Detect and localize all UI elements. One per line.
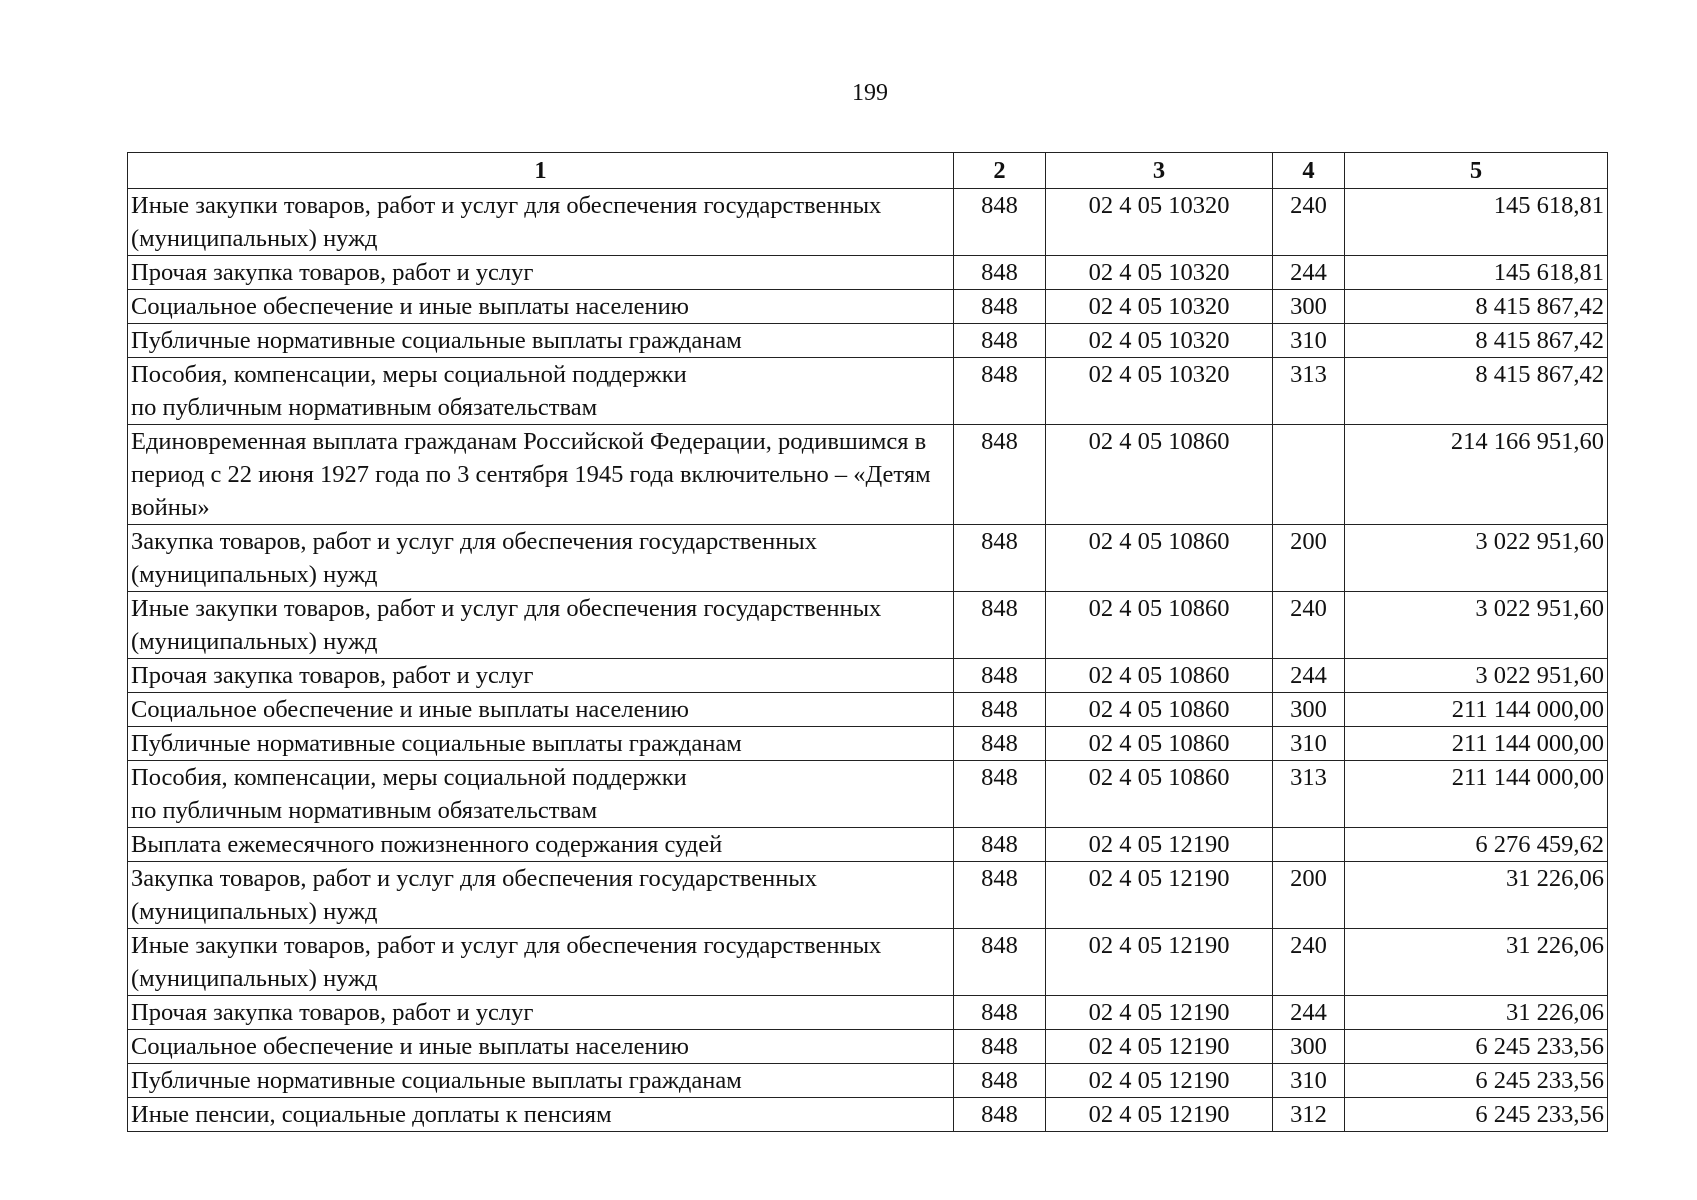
cell-amount: 3 022 951,60	[1345, 592, 1608, 659]
cell-amount: 6 276 459,62	[1345, 828, 1608, 862]
table-row	[128, 862, 1608, 929]
cell-name: Закупка товаров, работ и услуг для обеспечения государственных (муниципальных) нужд	[128, 862, 954, 929]
cell-ministry-code: 848	[954, 324, 1046, 358]
table-row	[128, 1064, 1608, 1098]
cell-amount: 6 245 233,56	[1345, 1064, 1608, 1098]
cell-name: Прочая закупка товаров, работ и услуг	[128, 996, 954, 1030]
cell-expense-code: 244	[1273, 256, 1345, 290]
cell-expense-code: 313	[1273, 358, 1345, 425]
table-row	[128, 996, 1608, 1030]
cell-name: Социальное обеспечение и иные выплаты населению	[128, 1030, 954, 1064]
column-header-1: 1	[128, 153, 954, 189]
cell-amount: 31 226,06	[1345, 862, 1608, 929]
cell-amount: 145 618,81	[1345, 189, 1608, 256]
cell-expense-code: 300	[1273, 290, 1345, 324]
table-row	[128, 189, 1608, 256]
cell-target-code: 02 4 05 12190	[1046, 996, 1273, 1030]
cell-expense-code: 310	[1273, 1064, 1345, 1098]
cell-amount: 31 226,06	[1345, 996, 1608, 1030]
cell-ministry-code: 848	[954, 862, 1046, 929]
cell-ministry-code: 848	[954, 1030, 1046, 1064]
cell-expense-code: 240	[1273, 929, 1345, 996]
cell-expense-code: 244	[1273, 659, 1345, 693]
cell-name: Выплата ежемесячного пожизненного содержания судей	[128, 828, 954, 862]
table-body	[128, 189, 1608, 1132]
cell-amount: 214 166 951,60	[1345, 425, 1608, 525]
cell-target-code: 02 4 05 12190	[1046, 1064, 1273, 1098]
cell-amount: 31 226,06	[1345, 929, 1608, 996]
cell-name: Пособия, компенсации, меры социальной поддержки по публичным нормативным обязательствам	[128, 761, 954, 828]
cell-name: Единовременная выплата гражданам Российской Федерации, родившимся в период с 22 июня 1927 года по 3 сентября 1945 года включительно – «Детям войны»	[128, 425, 954, 525]
cell-ministry-code: 848	[954, 425, 1046, 525]
cell-expense-code: 200	[1273, 525, 1345, 592]
table-row	[128, 761, 1608, 828]
cell-target-code: 02 4 05 10860	[1046, 425, 1273, 525]
cell-ministry-code: 848	[954, 828, 1046, 862]
cell-amount: 145 618,81	[1345, 256, 1608, 290]
cell-target-code: 02 4 05 10860	[1046, 659, 1273, 693]
cell-expense-code: 244	[1273, 996, 1345, 1030]
cell-name: Пособия, компенсации, меры социальной поддержки по публичным нормативным обязательствам	[128, 358, 954, 425]
cell-amount: 211 144 000,00	[1345, 727, 1608, 761]
table-row	[128, 693, 1608, 727]
cell-amount: 8 415 867,42	[1345, 358, 1608, 425]
table-row	[128, 592, 1608, 659]
cell-expense-code: 313	[1273, 761, 1345, 828]
cell-target-code: 02 4 05 10320	[1046, 189, 1273, 256]
cell-expense-code: 300	[1273, 1030, 1345, 1064]
cell-expense-code: 200	[1273, 862, 1345, 929]
cell-expense-code	[1273, 828, 1345, 862]
cell-expense-code	[1273, 425, 1345, 525]
cell-amount: 3 022 951,60	[1345, 525, 1608, 592]
cell-name: Иные закупки товаров, работ и услуг для обеспечения государственных (муниципальных) нужд	[128, 592, 954, 659]
cell-ministry-code: 848	[954, 290, 1046, 324]
column-header-5: 5	[1345, 153, 1608, 189]
table-row	[128, 929, 1608, 996]
cell-target-code: 02 4 05 10860	[1046, 693, 1273, 727]
budget-table	[127, 152, 1608, 1132]
cell-target-code: 02 4 05 10860	[1046, 761, 1273, 828]
cell-name: Прочая закупка товаров, работ и услуг	[128, 659, 954, 693]
cell-expense-code: 310	[1273, 324, 1345, 358]
cell-amount: 6 245 233,56	[1345, 1030, 1608, 1064]
cell-target-code: 02 4 05 10860	[1046, 592, 1273, 659]
page-number: 199	[852, 80, 888, 106]
cell-name: Иные закупки товаров, работ и услуг для обеспечения государственных (муниципальных) нужд	[128, 189, 954, 256]
cell-ministry-code: 848	[954, 996, 1046, 1030]
column-header-2: 2	[954, 153, 1046, 189]
cell-target-code: 02 4 05 10320	[1046, 256, 1273, 290]
cell-expense-code: 310	[1273, 727, 1345, 761]
column-header-3: 3	[1046, 153, 1273, 189]
cell-target-code: 02 4 05 10320	[1046, 358, 1273, 425]
cell-name: Иные пенсии, социальные доплаты к пенсиям	[128, 1098, 954, 1132]
cell-amount: 3 022 951,60	[1345, 659, 1608, 693]
cell-target-code: 02 4 05 10320	[1046, 324, 1273, 358]
cell-amount: 8 415 867,42	[1345, 324, 1608, 358]
cell-expense-code: 240	[1273, 592, 1345, 659]
cell-name: Публичные нормативные социальные выплаты гражданам	[128, 1064, 954, 1098]
cell-target-code: 02 4 05 12190	[1046, 828, 1273, 862]
cell-ministry-code: 848	[954, 1064, 1046, 1098]
cell-name: Прочая закупка товаров, работ и услуг	[128, 256, 954, 290]
cell-name: Публичные нормативные социальные выплаты гражданам	[128, 324, 954, 358]
table-header-row	[128, 153, 1608, 189]
cell-ministry-code: 848	[954, 929, 1046, 996]
table-row	[128, 1098, 1608, 1132]
table-row	[128, 324, 1608, 358]
cell-ministry-code: 848	[954, 525, 1046, 592]
cell-expense-code: 300	[1273, 693, 1345, 727]
table-row	[128, 425, 1608, 525]
cell-ministry-code: 848	[954, 189, 1046, 256]
table-row	[128, 256, 1608, 290]
cell-expense-code: 240	[1273, 189, 1345, 256]
column-header-4: 4	[1273, 153, 1345, 189]
cell-ministry-code: 848	[954, 256, 1046, 290]
cell-ministry-code: 848	[954, 693, 1046, 727]
cell-amount: 8 415 867,42	[1345, 290, 1608, 324]
cell-ministry-code: 848	[954, 727, 1046, 761]
table-row	[128, 358, 1608, 425]
cell-target-code: 02 4 05 12190	[1046, 1030, 1273, 1064]
cell-target-code: 02 4 05 10320	[1046, 290, 1273, 324]
table-row	[128, 727, 1608, 761]
cell-ministry-code: 848	[954, 592, 1046, 659]
cell-target-code: 02 4 05 10860	[1046, 525, 1273, 592]
cell-target-code: 02 4 05 12190	[1046, 1098, 1273, 1132]
cell-amount: 211 144 000,00	[1345, 693, 1608, 727]
table-row	[128, 659, 1608, 693]
cell-name: Социальное обеспечение и иные выплаты населению	[128, 693, 954, 727]
cell-name: Публичные нормативные социальные выплаты гражданам	[128, 727, 954, 761]
table-row	[128, 525, 1608, 592]
table-row	[128, 828, 1608, 862]
cell-ministry-code: 848	[954, 761, 1046, 828]
cell-name: Иные закупки товаров, работ и услуг для обеспечения государственных (муниципальных) нужд	[128, 929, 954, 996]
cell-ministry-code: 848	[954, 358, 1046, 425]
cell-amount: 211 144 000,00	[1345, 761, 1608, 828]
cell-target-code: 02 4 05 12190	[1046, 862, 1273, 929]
cell-target-code: 02 4 05 12190	[1046, 929, 1273, 996]
cell-amount: 6 245 233,56	[1345, 1098, 1608, 1132]
cell-target-code: 02 4 05 10860	[1046, 727, 1273, 761]
cell-expense-code: 312	[1273, 1098, 1345, 1132]
cell-ministry-code: 848	[954, 1098, 1046, 1132]
table-row	[128, 290, 1608, 324]
cell-name: Социальное обеспечение и иные выплаты населению	[128, 290, 954, 324]
cell-name: Закупка товаров, работ и услуг для обеспечения государственных (муниципальных) нужд	[128, 525, 954, 592]
cell-ministry-code: 848	[954, 659, 1046, 693]
table-row	[128, 1030, 1608, 1064]
